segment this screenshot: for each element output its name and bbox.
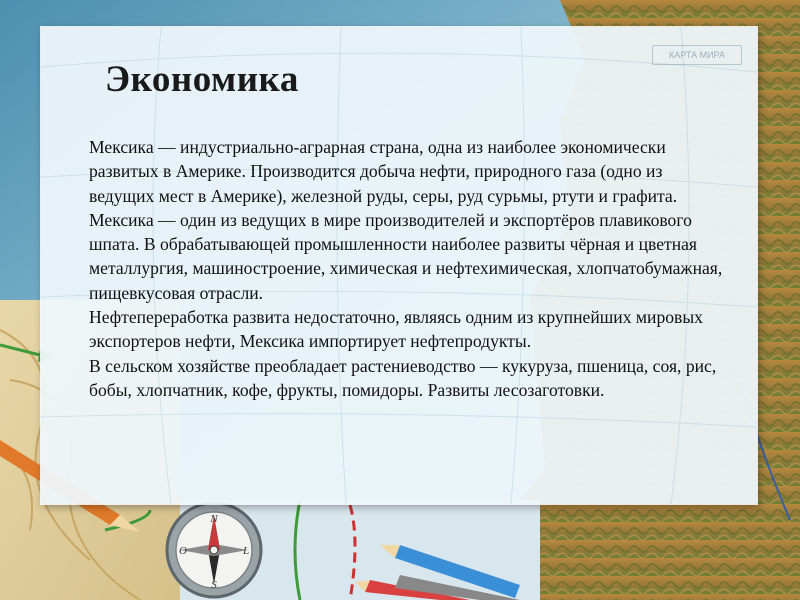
paragraph: Нефтепереработка развита недостаточно, являясь одним из крупнейших мировых экспортеров нефти, Мексика импортирует нефтепродукты. [89,307,703,352]
compass-label-n: N [210,513,218,525]
compass-label-e: L [242,545,250,557]
slide-title: Экономика [105,59,299,100]
slide-body [89,135,729,402]
compass-label-s: S [211,579,217,591]
paragraph: В сельском хозяйстве преобладает растениеводство — кукуруза, пшеница, соя, рис, бобы, хлопчатник, кофе, фрукты, помидоры. Развиты лесозаготовки. [89,355,717,400]
compass-label-w: O [179,545,187,557]
compass-icon [164,500,264,600]
paragraph: Мексика — один из ведущих в мире производителей и экспортёров плавикового шпата. В обрабатывающей промышленности наиболее развиты чёрная и цветная металлургия, машиностроение, химическая и нефтехимическая, хлопчатобумажная, пищевкусовая отрасли. [89,209,723,303]
paragraph: Мексика — индустриально-аграрная страна, одна из наиболее экономически развитых в Америке. Производится добыча нефти, природного газа (одно из ведущих мест в Америке), железной руды, серы, руд сурьмы, ртути и графита. [89,137,678,206]
map-label-badge: КАРТА МИРА [652,45,742,65]
